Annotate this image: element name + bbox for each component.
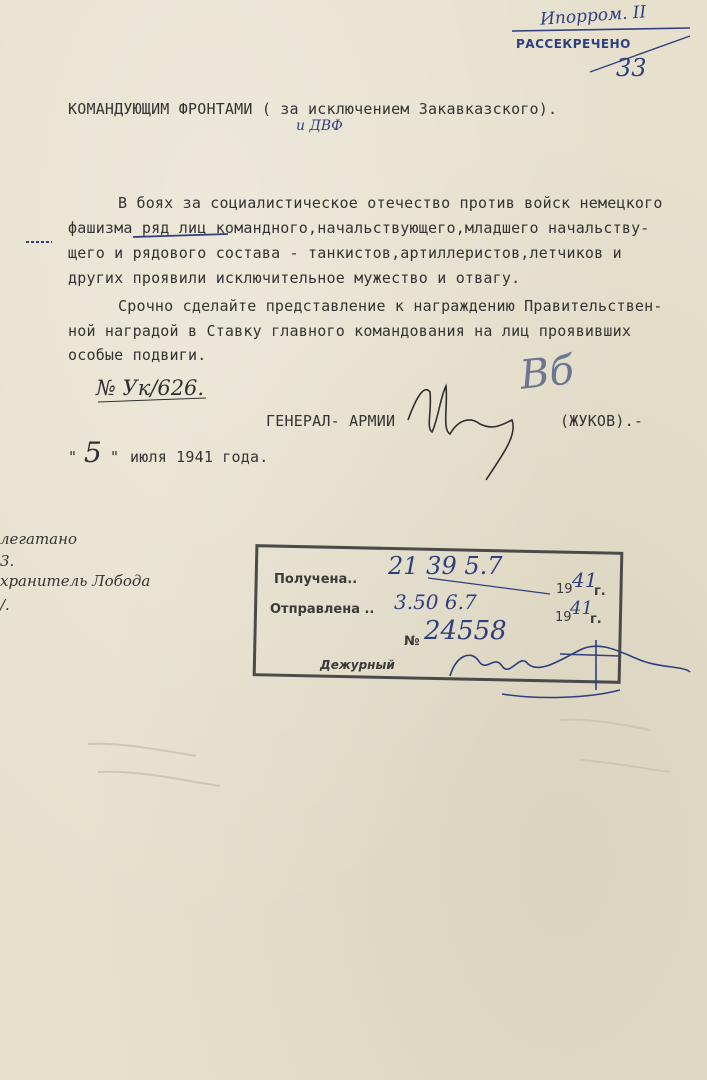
bleed-through [560, 720, 670, 772]
body-line: фашизма ряд лиц командного,начальствующего,младшего начальству- [68, 219, 650, 237]
body-line: ной наградой в Ставку главного командования на лиц проявивших [68, 322, 632, 340]
archive-note: Ипорром. II [539, 2, 647, 30]
commander-signature [408, 386, 513, 480]
document-number: № Ук/626. [96, 376, 205, 400]
body-line: щего и рядового состава - танкистов,артиллеристов,летчиков и [68, 244, 622, 262]
handwritten-addition: и ДВФ [296, 118, 343, 134]
page-number-slash [590, 36, 690, 72]
sent-year-suffix: г. [590, 612, 602, 627]
margin-note: легатано [0, 530, 78, 548]
sent-year-prefix: 19 [555, 610, 572, 625]
archive-underline [512, 28, 690, 31]
body-line: В боях за социалистическое отечество против войск немецкого [118, 194, 663, 212]
duty-officer-signature [450, 640, 690, 697]
margin-note: /. [0, 596, 10, 614]
body-line: Срочно сделайте представление к награждению Правительствен- [118, 297, 663, 315]
sent-label: Отправлена .. [270, 602, 375, 617]
page-number: 33 [616, 54, 647, 82]
rank-label: ГЕНЕРАЛ- АРМИИ [266, 412, 396, 430]
sent-year: 41 [570, 598, 593, 619]
signatory-name: (ЖУКОВ).- [560, 412, 644, 430]
received-label: Получена.. [274, 572, 358, 587]
body-underline [133, 234, 228, 237]
received-year-suffix: г. [594, 584, 606, 599]
received-year-prefix: 19 [556, 582, 573, 597]
body-line: особые подвиги. [68, 346, 207, 364]
body-line: других проявили исключительное мужество и отвагу. [68, 269, 521, 287]
duty-officer-label: Дежурный [320, 658, 395, 672]
number-label: № [404, 634, 420, 649]
received-value: 21 39 5.7 [388, 552, 503, 580]
date-rest: июля 1941 года. [130, 448, 269, 466]
addressee-line: КОМАНДУЮЩИМ ФРОНТАМИ ( за исключением Закавказского). [68, 100, 558, 118]
number-underline [98, 398, 206, 402]
bleed-through [88, 744, 220, 786]
declassified-stamp: РАССЕКРЕЧЕНО [516, 37, 631, 51]
received-year: 41 [572, 568, 598, 592]
incoming-number: 24558 [424, 616, 507, 646]
date-open-quote: " [68, 448, 78, 466]
date-close-quote: " [110, 448, 120, 466]
margin-note: хранитель Лобода [0, 572, 151, 590]
sent-value: 3.50 6.7 [394, 590, 477, 614]
margin-mark: Вб [517, 347, 577, 399]
stamp-dotline [428, 578, 550, 594]
margin-note: 3. [0, 552, 15, 570]
date-day: 5 [84, 436, 102, 469]
